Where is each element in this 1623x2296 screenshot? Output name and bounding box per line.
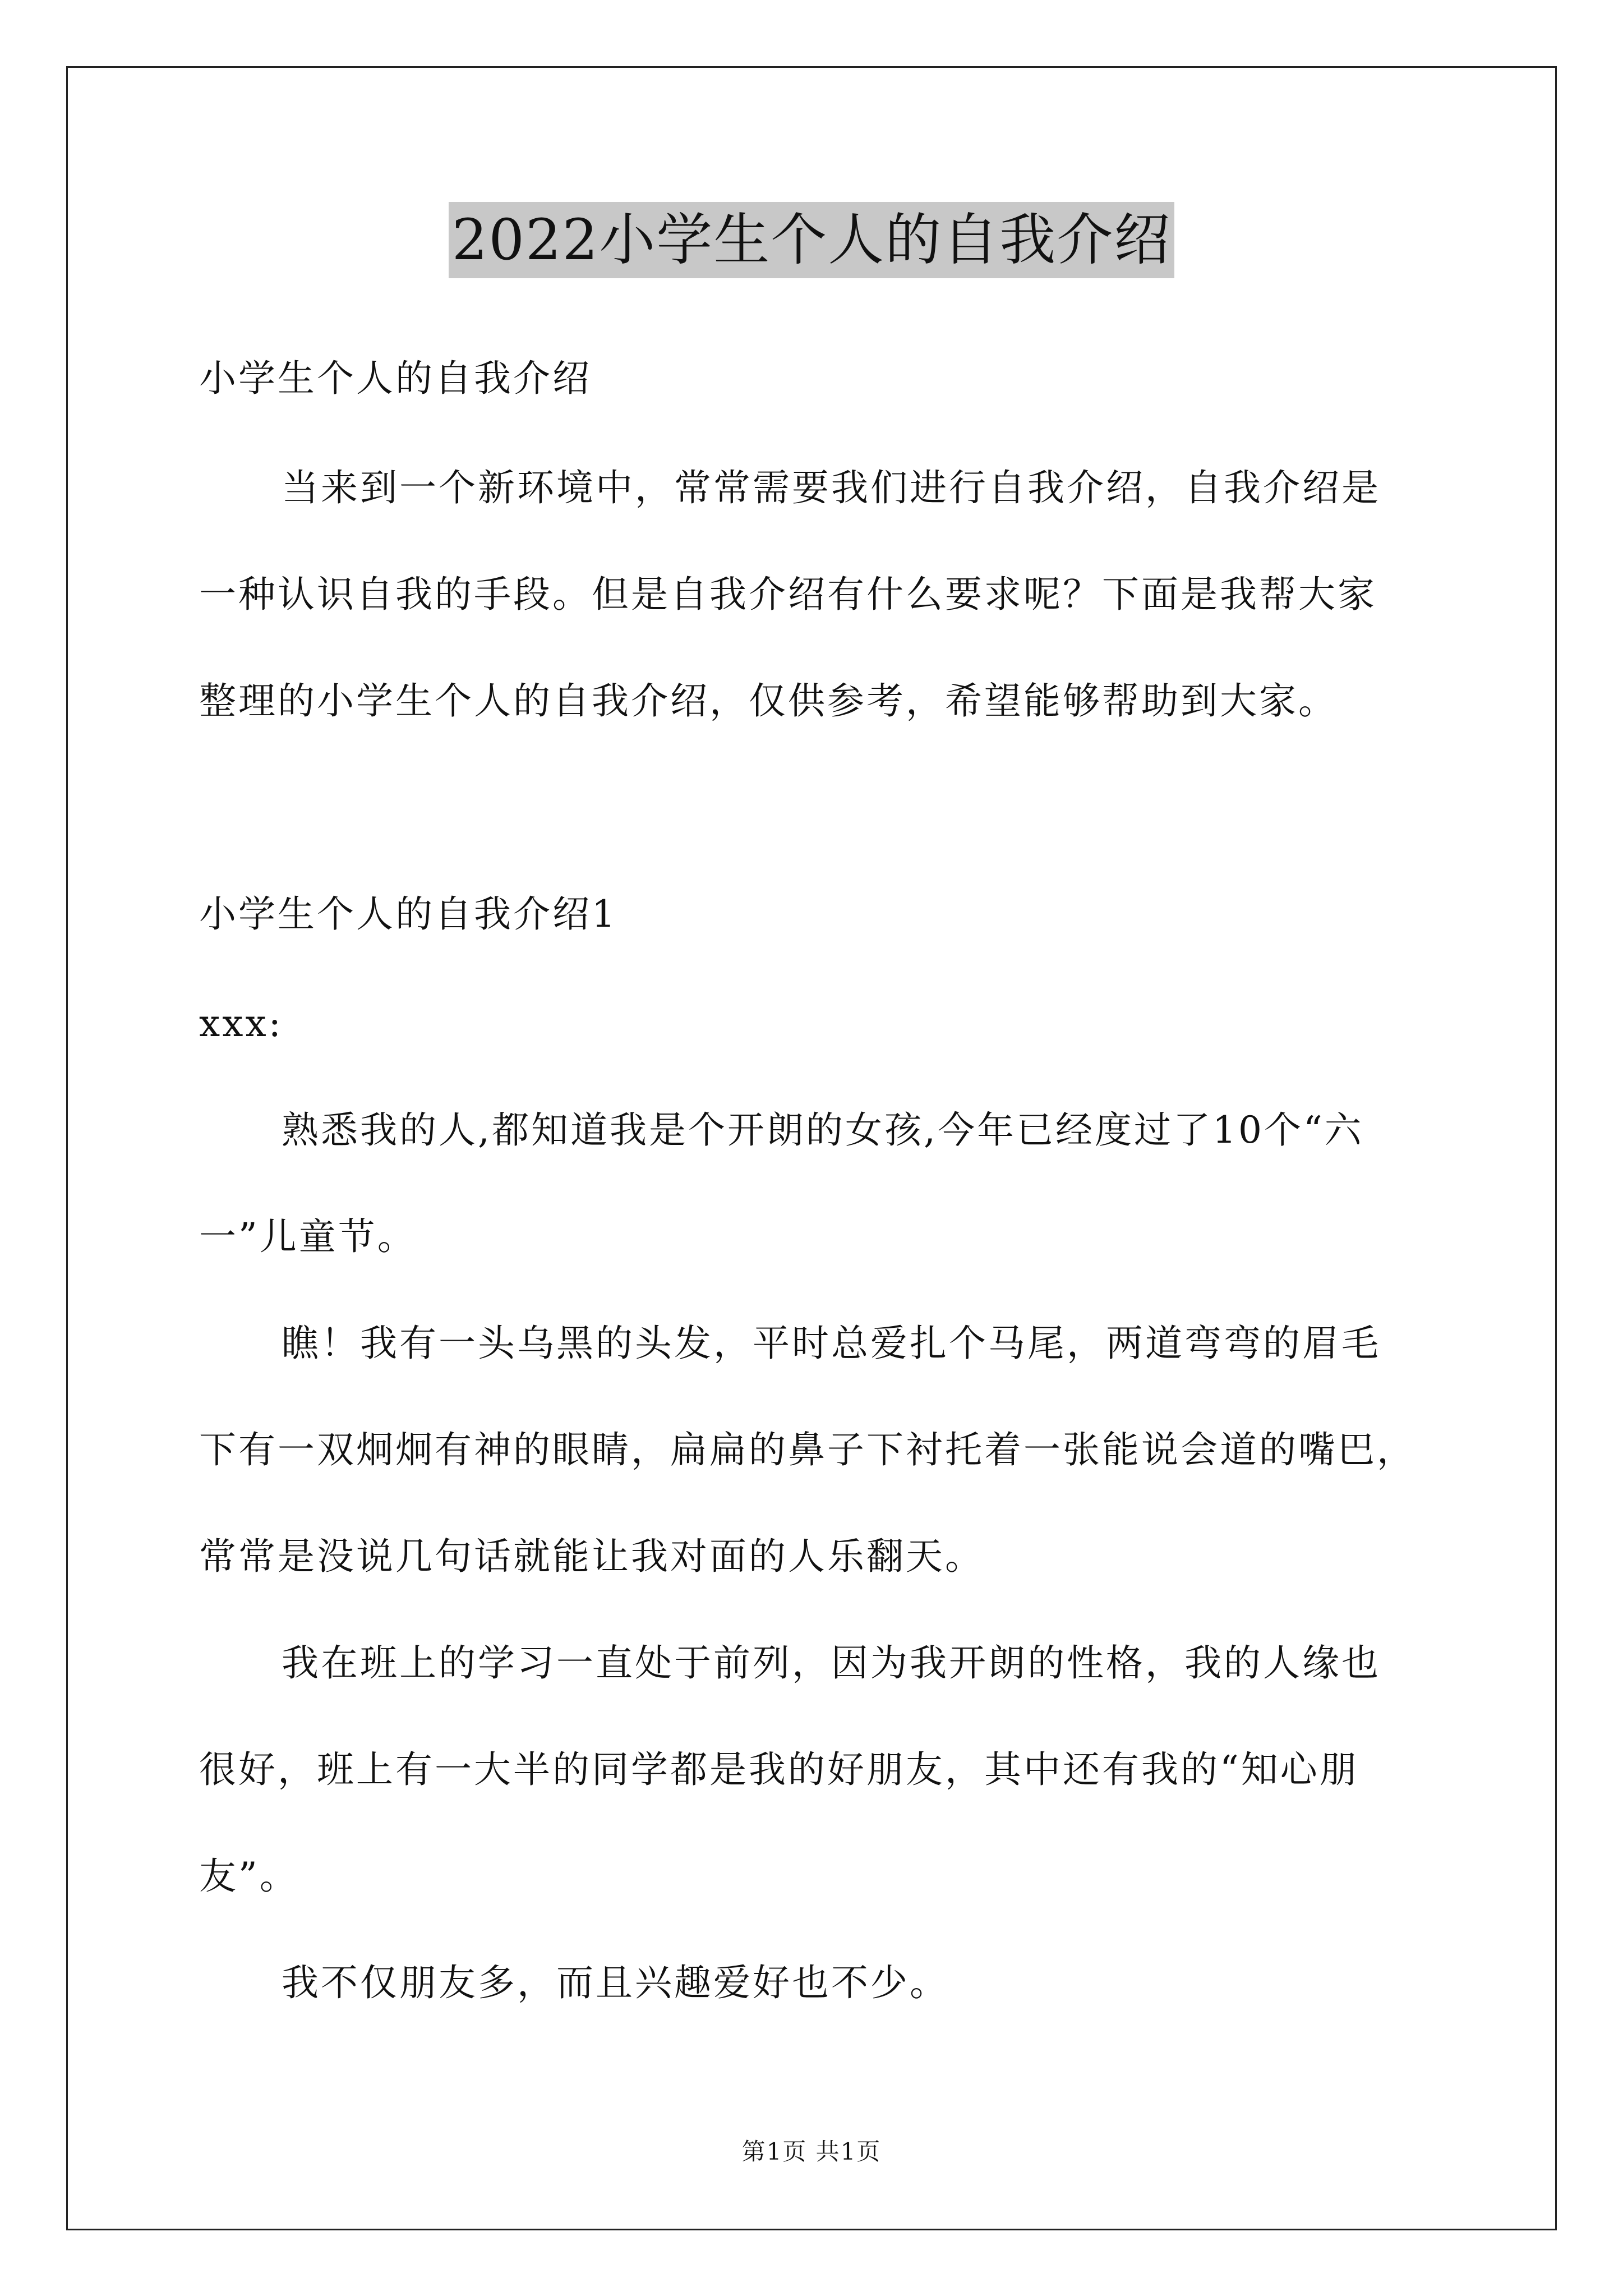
paragraph-line: 一种认识自我的手段。但是自我介绍有什么要求呢？下面是我帮大家 bbox=[199, 573, 1377, 616]
paragraph-line: 很好，班上有一大半的同学都是我的好朋友，其中还有我的“知心朋 bbox=[199, 1748, 1359, 1791]
page-footer: 第1页 共1页 bbox=[741, 2138, 882, 2165]
paragraph-line: 瞧！我有一头乌黑的头发，平时总爱扎个马尾，两道弯弯的眉毛 bbox=[282, 1322, 1381, 1365]
paragraph-line: 下有一双炯炯有神的眼睛，扁扁的鼻子下衬托着一张能说会道的嘴巴， bbox=[199, 1428, 1416, 1471]
section-heading: 小学生个人的自我介绍1 bbox=[199, 892, 617, 936]
document-title: 2022小学生个人的自我介绍 bbox=[449, 202, 1175, 278]
subtitle-line: 小学生个人的自我介绍 bbox=[199, 357, 592, 400]
paragraph-line: 整理的小学生个人的自我介绍，仅供参考，希望能够帮助到大家。 bbox=[199, 679, 1338, 723]
paragraph-line: 当来到一个新环境中，常常需要我们进行自我介绍，自我介绍是 bbox=[282, 466, 1381, 509]
salutation-line: xxx: bbox=[199, 1002, 283, 1045]
document-title-block bbox=[0, 202, 1623, 278]
paragraph-line: 我在班上的学习一直处于前列，因为我开朗的性格，我的人缘也 bbox=[282, 1641, 1381, 1685]
paragraph-line: 一”儿童节。 bbox=[199, 1215, 417, 1258]
paragraph-line: 我不仅朋友多，而且兴趣爱好也不少。 bbox=[282, 1961, 949, 2004]
paragraph-line: 熟悉我的人,都知道我是个开朗的女孩,今年已经度过了10个“六 bbox=[282, 1108, 1364, 1152]
paragraph-line: 友”。 bbox=[199, 1855, 299, 1898]
paragraph-line: 常常是没说几句话就能让我对面的人乐翻天。 bbox=[199, 1535, 984, 1578]
